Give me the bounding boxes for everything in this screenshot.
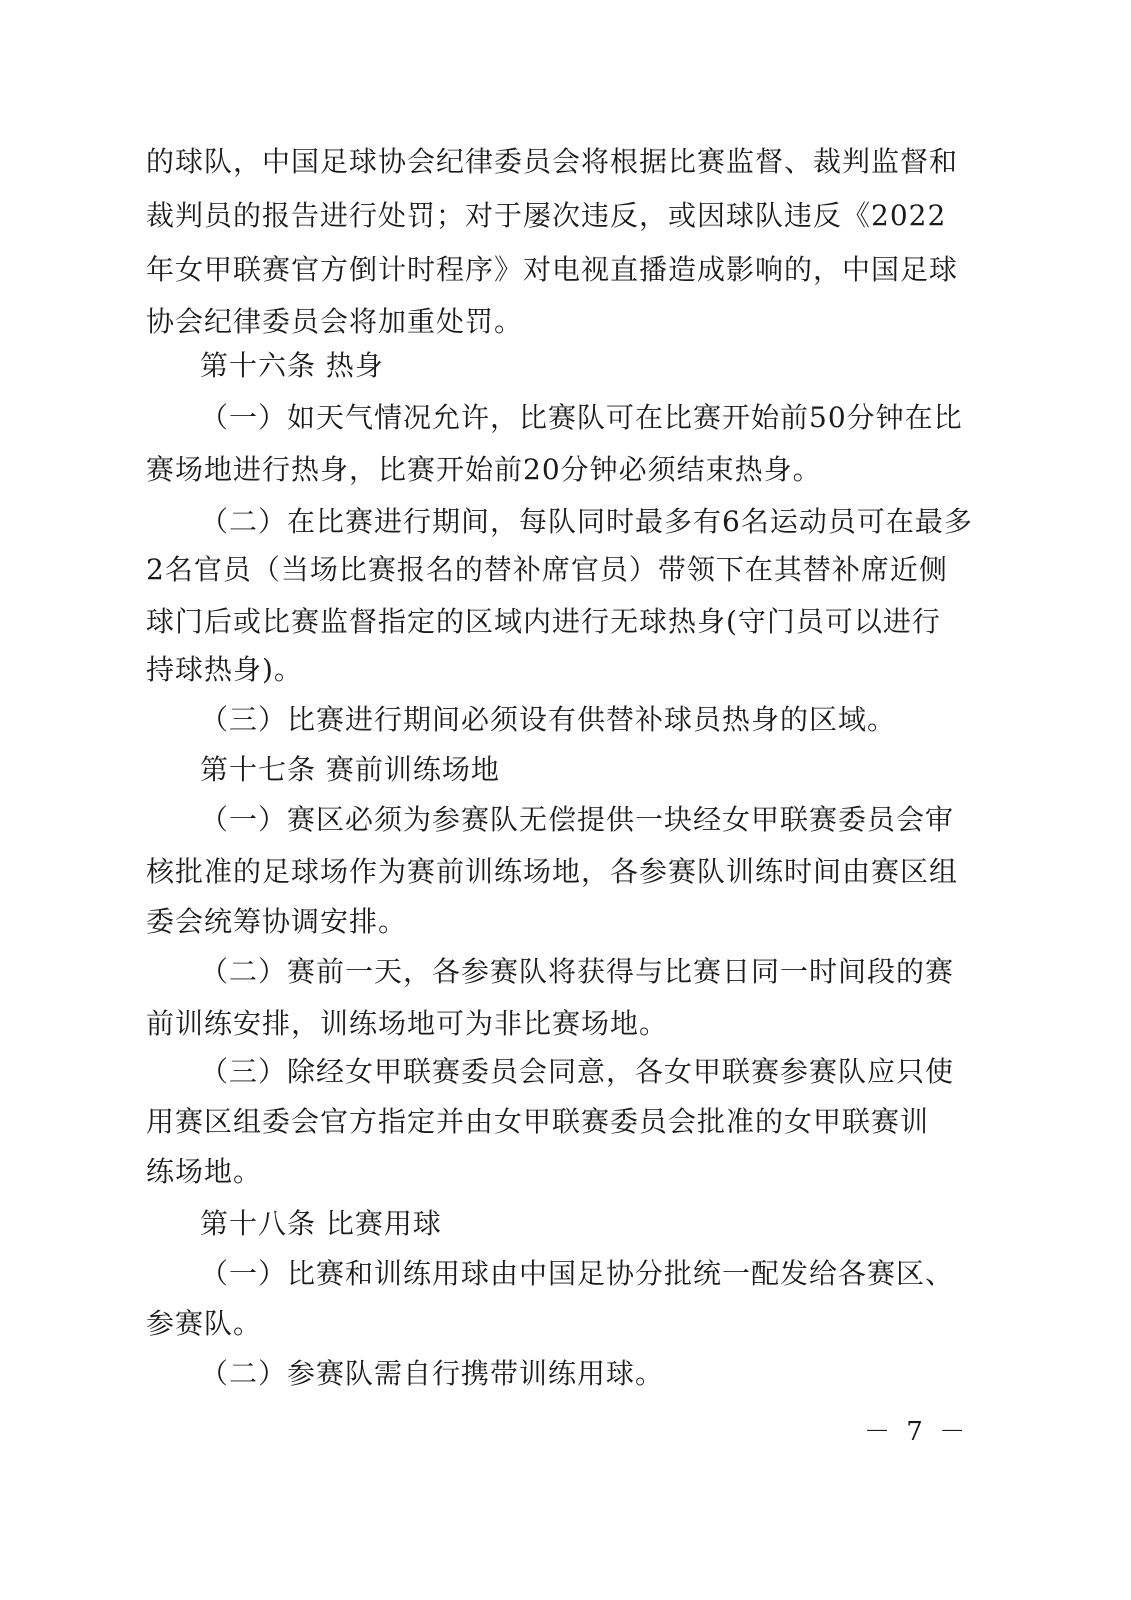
article-17-heading: 第十七条 赛前训练场地	[200, 753, 500, 786]
paragraph-line: 赛场地进行热身，比赛开始前20分钟必须结束热身。	[146, 453, 822, 486]
paragraph-line: 核批准的足球场作为赛前训练场地，各参赛队训练时间由赛区组	[146, 855, 959, 888]
paragraph-line: 裁判员的报告进行处罚；对于屡次违反，或因球队违反《2022	[146, 199, 947, 232]
page-number: － 7 －	[864, 1417, 970, 1447]
paragraph-line: 年女甲联赛官方倒计时程序》对电视直播造成影响的，中国足球	[146, 253, 959, 286]
paragraph-line: （一）赛区必须为参赛队无偿提供一块经女甲联赛委员会审	[200, 803, 955, 836]
paragraph-line: （一）如天气情况允许，比赛队可在比赛开始前50分钟在比	[200, 401, 963, 434]
paragraph-line: （一）比赛和训练用球由中国足协分批统一配发给各赛区、	[200, 1257, 955, 1290]
paragraph-line: 参赛队。	[146, 1307, 263, 1340]
article-18-heading: 第十八条 比赛用球	[200, 1207, 442, 1240]
paragraph-line: 前训练安排，训练场地可为非比赛场地。	[146, 1007, 669, 1040]
paragraph-line: 2名官员（当场比赛报名的替补席官员）带领下在其替补席近侧	[146, 553, 948, 586]
paragraph-line: 持球热身)。	[146, 653, 303, 686]
paragraph-line: （二）赛前一天，各参赛队将获得与比赛日同一时间段的赛	[200, 955, 955, 988]
paragraph-line: 练场地。	[146, 1155, 263, 1188]
paragraph-line: 球门后或比赛监督指定的区域内进行无球热身(守门员可以进行	[146, 605, 941, 638]
paragraph-line: （二）参赛队需自行携带训练用球。	[200, 1357, 665, 1390]
paragraph-line: （二）在比赛进行期间，每队同时最多有6名运动员可在最多	[200, 505, 973, 538]
paragraph-line: 委会统筹协调安排。	[146, 905, 408, 938]
article-16-heading: 第十六条 热身	[200, 349, 384, 382]
paragraph-line: （三）比赛进行期间必须设有供替补球员热身的区域。	[200, 703, 897, 736]
paragraph-line: （三）除经女甲联赛委员会同意，各女甲联赛参赛队应只使	[200, 1055, 955, 1088]
paragraph-line: 用赛区组委会官方指定并由女甲联赛委员会批准的女甲联赛训	[146, 1105, 930, 1138]
paragraph-line: 协会纪律委员会将加重处罚。	[146, 305, 524, 338]
paragraph-line: 的球队，中国足球协会纪律委员会将根据比赛监督、裁判监督和	[146, 145, 959, 178]
